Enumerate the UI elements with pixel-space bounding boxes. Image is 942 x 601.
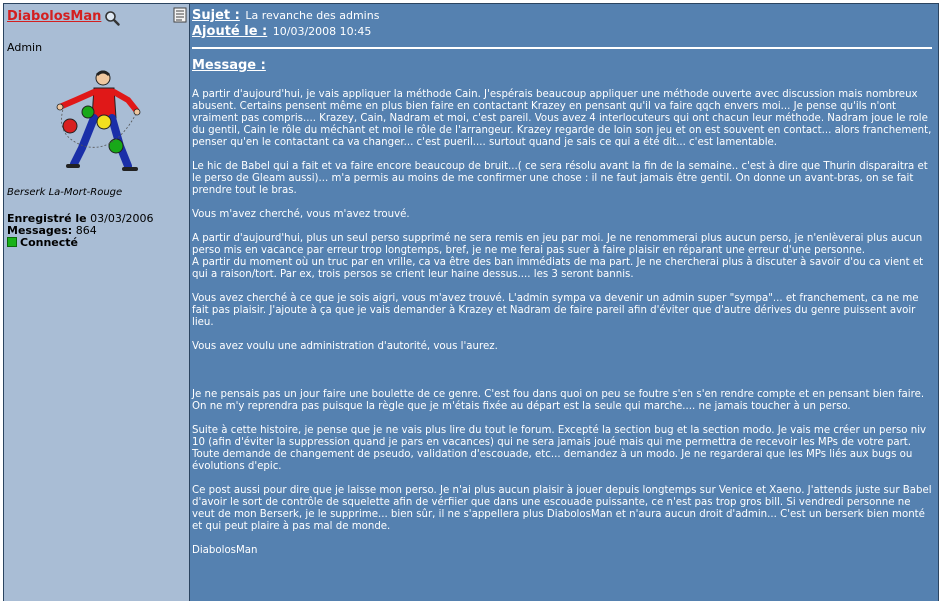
print-icon[interactable] [173,7,187,23]
messages-value: 864 [75,224,97,237]
message-label: Message : [192,58,266,73]
message-paragraph: A partir d'aujourd'hui, je vais appliquer la méthode Cain. J'espérais beaucoup appliquer une méthode ouverte avec discussion mais nombreux abusent. Certains pensent même en plus bien faire en contactant Krazey en pensant qu'il va faire qqch envers moi... Je pense qu'ils n'ont vraiment pas compris.... Krazey, Cain, Nadram et moi, c'est pareil. Vous avez 4 interlocuteurs qui ont chacun leur méthode. Nadram joue le role du gentil, Cain le rôle du méchant et moi le rôle de l'arrangeur. Krazey regarde de loin son jeu et on est souvent en contact... alors franchement, penser qu'en le contactant ca va changer... c'est pueril.... surtout quand je sais ce qui a été dit... c'est lamentable. [192,89,932,148]
author-custom-title: Berserk La-Mort-Rouge [7,187,123,198]
subject-value: La revanche des admins [245,9,380,22]
message-paragraph: Vous m'avez cherché, vous m'avez trouvé. [192,209,410,220]
message-paragraph: Vous avez cherché à ce que je sois aigri, vous m'avez trouvé. L'admin sympa va devenir un admin super "sympa"... et franchement, ca ne me fait pas plaisir. J'ajoute à ça que je vais demander à Krazey et Nadram de faire pareil afin d'éviter que d'autre dérives du genre puissent avoir lieu. [192,293,919,328]
message-paragraph: Suite à cette histoire, je pense que je ne vais plus lire du tout le forum. Excepté la section bug et la section modo. Je vais me créer un perso niv 10 (afin d'éviter la suppression quand je pars en vacances) qui ne sera jamais joué mais qui me permettra de recevoir les MPs de votre part. Toute demande de changement de pseudo, validation d'escouade, etc... demandez à un modo. Je ne regarderai que les MPs liés aux bugs ou évolutions d'epic. [192,425,927,472]
date-value: 10/03/2008 10:45 [272,25,372,38]
registered-value: 03/03/2006 [90,212,154,225]
magnifier-icon[interactable] [104,10,120,26]
status-row [7,237,154,249]
registered-label: Enregistré le [7,212,87,225]
message-paragraph: Le hic de Babel qui a fait et va faire encore beaucoup de bruit...( ce sera résolu avant la fin de la semaine.. c'est à dire que Thurin disparaitra et le perso de Gleam aussi)... m'a permis au moins de me confirmer une chose : il ne faut jamais être gentil. On donne un avant-bras, on se fait prendre tout le bras. [192,161,928,196]
message-paragraph [192,365,932,377]
subject-label: Sujet : [192,8,240,23]
online-indicator-icon [7,237,17,247]
message-body [192,89,932,569]
message-paragraph: Je ne pensais pas un jour faire une boulette de ce genre. C'est fou dans quoi on peu se foutre s'en s'en rendre compte et en pensant bien faire. On ne m'y reprendra pas puisque la règle que je m'étais fixée au départ est la seule qui marche.... ne jamais toucher à un perso. [192,389,925,412]
author-sidebar [4,4,190,601]
messages-label: Messages: [7,224,73,237]
message-paragraph: Vous avez voulu une administration d'autorité, vous l'aurez. [192,341,498,352]
author-rank: Admin [7,41,43,54]
message-paragraph: DiabolosMan [192,545,258,556]
author-stats [7,213,154,249]
date-row [192,24,371,39]
subject-row [192,8,379,23]
date-label: Ajouté le : [192,24,268,39]
header-divider [192,47,932,49]
message-paragraph: A partir d'aujourd'hui, plus un seul perso supprimé ne sera remis en jeu par moi. Je ne renommerai plus aucun perso, je n'enlèverai plus aucun perso mis en vacance par erreur trop longtemps, bref, je ne me ferai pas suer à faire plaisir en réparant une erreur d'une personne. A partir du moment où un truc par en vrille, ca va être des ban immédiats de ma part. Je ne chercherai plus à discuter à savoir d'ou ca vient et qui a raison/tort. Par ex, trois persos se crient leur haine dessus.... les 3 seront bannis. [192,233,924,280]
author-username-link[interactable]: DiabolosMan [7,9,102,24]
message-paragraph: Ce post aussi pour dire que je laisse mon perso. Je n'ai plus aucun plaisir à jouer depuis longtemps sur Venice et Xaeno. J'attends juste sur Babel d'avoir le sort de contrôle de squelette afin de vérfiier que dans une escouade puissante, ce n'est pas trop gros bill. Si vendredi personne ne veut de mon Berserk, je le supprime... bien sûr, il ne s'appellera plus DiabolosMan et n'aura aucun droit d'admin... C'est un berserk bien monté et qui peut plaire à pas mal de monde. [192,485,932,532]
status-text: Connecté [20,236,78,249]
post-content [190,4,938,601]
juggler-avatar [44,66,149,178]
